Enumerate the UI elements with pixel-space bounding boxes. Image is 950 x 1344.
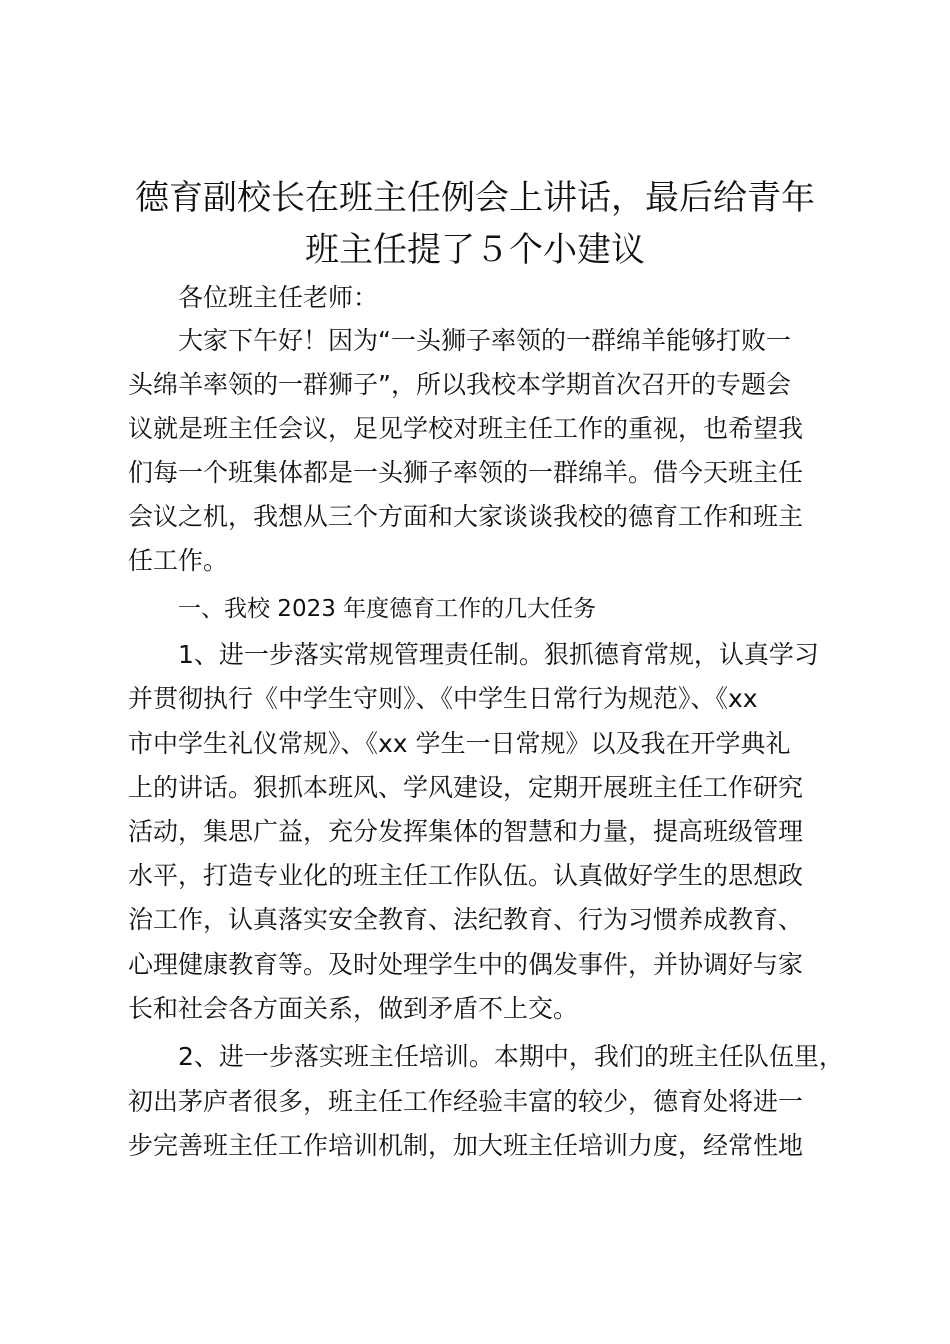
paragraph-line: 任工作。 <box>128 546 229 575</box>
paragraph-line: 治工作，认真落实安全教育、法纪教育、行为习惯养成教育、 <box>128 905 804 934</box>
paragraph-line: 头绵羊率领的一群狮子”，所以我校本学期首次召开的专题会 <box>128 370 791 399</box>
paragraph-line: 2、进一步落实班主任培训。本期中，我们的班主任队伍里， <box>178 1042 844 1071</box>
paragraph-line: 们每一个班集体都是一头狮子率领的一群绵羊。借今天班主任 <box>128 458 804 487</box>
salutation: 各位班主任老师： <box>178 283 379 312</box>
paragraph-line: 1、进一步落实常规管理责任制。狠抓德育常规，认真学习 <box>178 640 819 669</box>
title-line-2: 班主任提了５个小建议 <box>305 230 645 270</box>
section-heading: 一、我校 2023 年度德育工作的几大任务 <box>178 596 597 622</box>
paragraph-line: 活动，集思广益，充分发挥集体的智慧和力量，提高班级管理 <box>128 817 804 846</box>
paragraph-line: 会议之机，我想从三个方面和大家谈谈我校的德育工作和班主 <box>128 502 804 531</box>
paragraph-line: 议就是班主任会议，足见学校对班主任工作的重视，也希望我 <box>128 414 804 443</box>
paragraph-line: 心理健康教育等。及时处理学生中的偶发事件，并协调好与家 <box>128 950 804 979</box>
paragraph-line: 步完善班主任工作培训机制，加大班主任培训力度，经常性地 <box>128 1131 804 1160</box>
paragraph-line: 长和社会各方面关系，做到矛盾不上交。 <box>128 994 579 1023</box>
paragraph-line: 大家下午好！因为“一头狮子率领的一群绵羊能够打败一 <box>178 326 791 355</box>
paragraph-line: 初出茅庐者很多，班主任工作经验丰富的较少，德育处将进一 <box>128 1087 804 1116</box>
paragraph-line: 市中学生礼仪常规》、《xx 学生一日常规》以及我在开学典礼 <box>128 729 791 758</box>
document-title <box>110 172 840 276</box>
paragraph-line: 并贯彻执行《中学生守则》、《中学生日常行为规范》、《xx <box>128 684 758 713</box>
paragraph-line: 水平，打造专业化的班主任工作队伍。认真做好学生的思想政 <box>128 861 804 890</box>
title-line-1: 德育副校长在班主任例会上讲话，最后给青年 <box>135 178 815 218</box>
paragraph-line: 上的讲话。狠抓本班风、学风建设，定期开展班主任工作研究 <box>128 773 804 802</box>
